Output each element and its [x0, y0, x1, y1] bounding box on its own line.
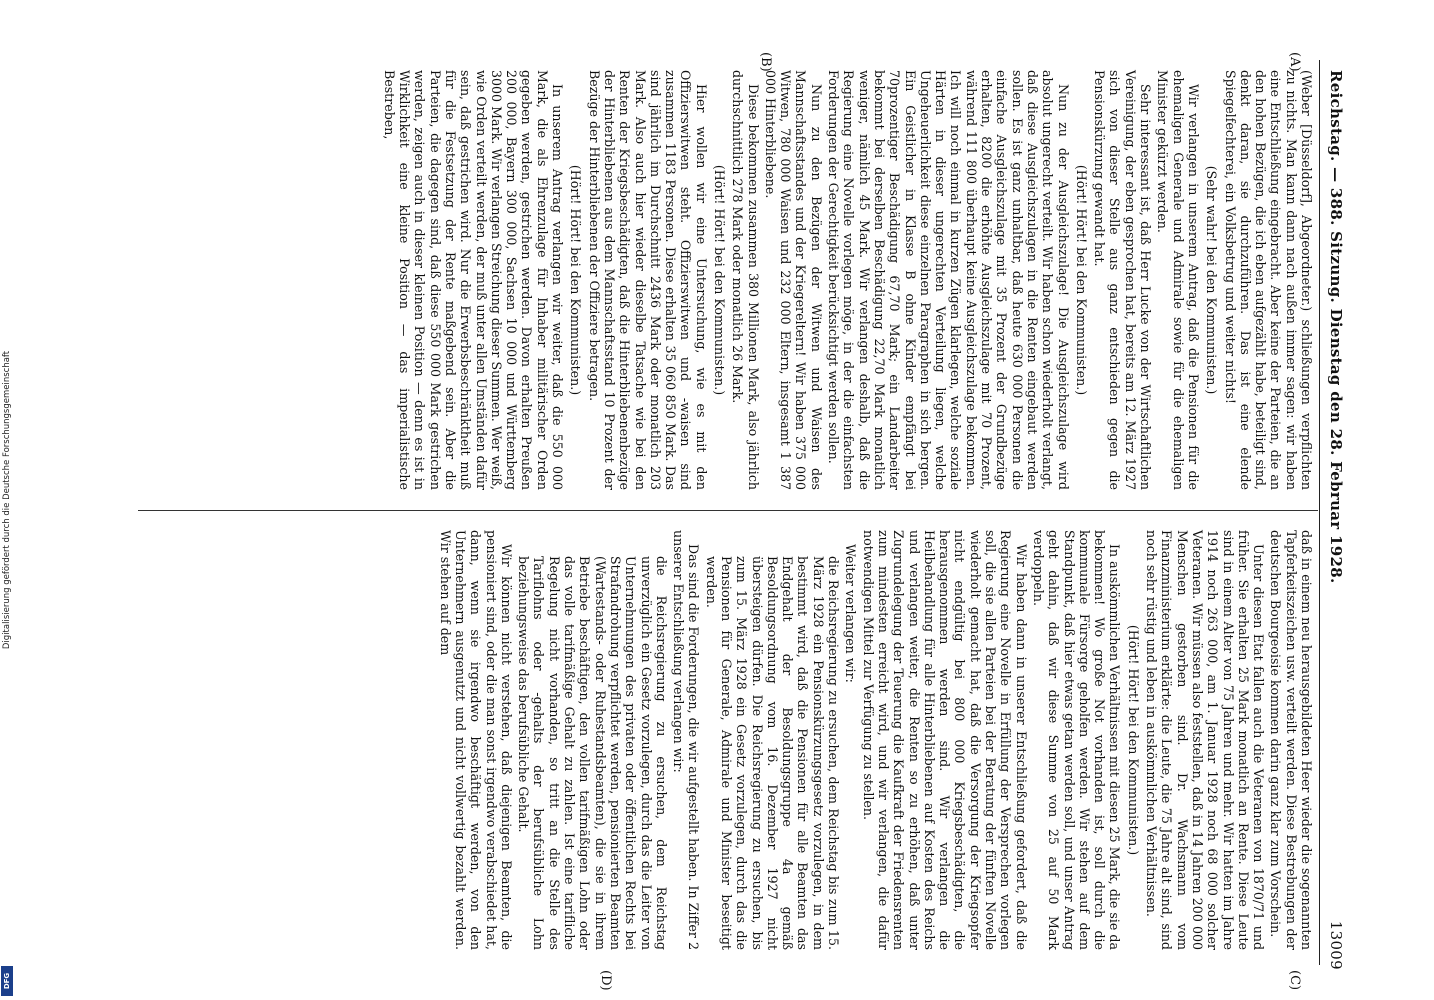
paragraph: daß in einem neu herausgebildeten Heer wieder die sogenannten Tapferkeitszeichen usw. verteilt werden. Diese Bestrebungen der deutschen Bourgeoisie kommen darin ganz klar zum Vorschein.	[1268, 530, 1314, 950]
rotated-page	[128, 0, 1358, 1000]
margin-marker-d: (D)	[598, 970, 613, 991]
demand-item: die Reichsregierung zu ersuchen, dem Reichstag bis zum 15. März 1928 ein Pensionskürzungsgesetz vorzulegen, in dem bestimmt wird, daß die Pensionen für alle Beamten das Endgehalt der Besoldungsgruppe 4a gemäß Besoldungsordnung vom 16. Dezember 1927 nicht übersteigen dürfen. Die Reichsregierung zu ersuchen, bis zum 15. März 1928 ein Gesetz vorzulegen, durch das die Pensionen für Generale, Admirale und Minister beseitigt werden.	[703, 556, 842, 950]
interjection: (Hört! Hört! bei den Kommunisten.)	[568, 164, 584, 396]
paragraph: Das sind die Forderungen, die wir aufgestellt haben. In Ziffer 2 unserer Entschließung verlangen wir:	[671, 530, 702, 950]
page-number: 13009	[1327, 920, 1345, 970]
paragraph: Wir können nicht verstehen, daß diejenigen Beamten, die pensioniert sind, oder die man sonst irgendwo verabschiedet hat, dann, wenn sie irgendwo beschäftigt werden, von den Unternehmern ausgenutzt und nicht vollwertig bezahlt werden. Wir stehen auf dem	[437, 530, 514, 950]
interjection: (Hört! Hört! bei den Kommunisten.)	[712, 164, 728, 396]
paragraph: In auskömmlichen Verhältnissen mit diesen 25 Mark, die sie da bekommen! Wo große Not vorhanden ist, soll durch die kommunale Fürsorge geholfen werden. Wir stehen auf dem Standpunkt, daß hier etwas getan werden soll, und unser Antrag geht dahin, daß wir diese Summe von 25 auf 50 Mark verdoppeln.	[1030, 530, 1123, 950]
header-title: Reichstag. — 388. Sitzung. Dienstag den 28. Februar 1928.	[1327, 70, 1345, 584]
dfg-logo-text: DFG	[3, 972, 11, 990]
paragraph: Wir haben dann in unserer Entschließung gefordert, daß die Regierung eine Novelle in Erfüllung der Versprechen vorlegen soll, die sie allen Parteien bei der Beratung der fünften Novelle wiederholt gemacht hat, daß die Versorgung der Kriegsopfer nicht endgültig bei 800 000 Kriegsbeschädigten, die herausgenommen werden sind. Wir verlangen die Heilbehandlung für alle Hinterbliebenen auf Kosten des Reichs und verlangen weiter, die Renten so zu erhöhen, daß unter Zugrundelegung der Teuerung die Kaufkraft der Friedensrenten zum mindesten erreicht wird, und wir verlangen, die dafür notwendigen Mittel zur Verfügung zu stellen.	[860, 530, 1029, 950]
margin-marker-b: (B)	[758, 52, 773, 72]
paragraph: Nun zu der Ausgleichszulage! Die Ausgleichszulage wird absolut ungerecht verteilt. Wir haben schon wiederholt verlangt, daß diese Ausgleichszulagen in die Renten eingebaut werden sollen. Es ist ganz unhaltbar, daß heute 630 000 Personen die einfache Ausgleichszulage mit 35 Prozent der Grundbezüge erhalten, 8200 die erhöhte Ausgleichszulage mit 70 Prozent, während 111 800 überhaupt keine Ausgleichszulage bekommen. Ich will noch einmal in kurzen Zügen klarlegen, welche soziale Härten in dieser ungerechten Verteilung liegen, welche Ungeheuerlichkeit diese einzelnen Paragraphen in sich bergen. Ein Geistlicher in Klasse B ohne Kinder empfängt bei 70prozentiger Beschädigung 67,70 Mark; ein Landarbeiter bekommt bei derselben Beschädigung 22,70 Mark monatlich weniger, nämlich 45 Mark. Wir verlangen deshalb, daß die Regierung eine Novelle vorlegen möge, in der die einfachsten Forderungen der Gerechtigkeit berücksichtigt werden sollen.	[826, 70, 1071, 490]
column-divider	[138, 510, 1318, 511]
paragraph: Diese bekommen zusammen 380 Millionen Mark, also jährlich durchschnittlich 278 Mark oder monatlich 26 Mark.	[730, 70, 761, 490]
paragraph: (Weber [Düsseldorf], Abgeordneter.) schließungen verpflichten zu nichts. Man kann dann nach außen immer sagen: wir haben eine Entschließung eingebracht. Aber keine der Parteien, die an den hohen Bezügen, die ich eben aufgezählt habe, beteiligt sind, denkt daran, sie durchzuführen. Das ist eine elende Spiegelfechterei, ein Volksbetrug und weiter nichts!	[1222, 70, 1314, 490]
dfg-logo	[1, 966, 13, 996]
interjection: (Hört! Hört! bei den Kommunisten.)	[1125, 624, 1141, 856]
funding-note	[0, 0, 14, 1000]
page-header	[1324, 70, 1348, 970]
margin-marker-c: (C)	[1287, 970, 1302, 991]
paragraph: Hier wollen wir eine Untersuchung, wie es mit den Offizierswitwen steht. Offizierswitwen und -waisen sind zusammen 1183 Personen. Diese erhalten 35 060 850 Mark. Das sind jährlich im Durchschnitt 2436 Mark oder monatlich 203 Mark. Also auch hier wieder dieselbe Tatsache wie bei den Renten der Kriegsbeschädigten, daß die Hinterbliebenenbezüge der Hinterbliebenen aus dem Mannschaftsstand 10 Prozent der Bezüge der Hinterbliebenen der Offiziere betragen.	[586, 70, 709, 490]
left-column	[379, 70, 1314, 490]
right-column	[435, 530, 1314, 950]
interjection: (Sehr wahr! bei den Kommunisten.)	[1204, 165, 1220, 395]
margin-marker-a: (A)	[1287, 52, 1302, 72]
funding-note-text: Digitalisierung gefördert durch die Deutsche Forschungsgemeinschaft	[2, 350, 12, 650]
paragraph: Wir verlangen in unserem Antrag, daß die Pensionen für die ehemaligen Generale und Admirale sowie für die ehemaligen Minister gekürzt werden.	[1155, 70, 1201, 490]
paragraph: Weiter verlangen wir:	[843, 544, 859, 683]
paragraph: In unserem Antrag verlangen wir weiter, daß die 550 000 Mark, die als Ehrenzulage für Inhaber militärischer Orden gegeben werden, gestrichen werden. Davon erhalten Preußen 200 000, Bayern 300 000, Sachsen 10 000 und Württemberg 3000 Mark. Wir verlangen Streichung dieser Summen. Wer weiß, wie Orden verteilt werden, der muß unter allen Umständen dafür sein, daß gestrichen wird. Nur die Erwerbsbeschränktheit muß für die Festsetzung der Rente maßgebend sein. Aber die Parteien, die dagegen sind, daß diese 550 000 Mark gestrichen werden, zeigen auch in dieser kleinen Position — denn es ist in Wirklichkeit eine kleine Position — das imperialistische Bestreben,	[381, 70, 566, 490]
interjection: (Hört! Hört! bei den Kommunisten.)	[1073, 164, 1089, 396]
paragraph: Nun zu den Bezügen der Witwen und Waisen des Mannschaftsstandes und der Kriegereltern! Wir haben 375 000 Witwen, 780 000 Waisen und 232 000 Eltern, insgesamt 1 387 000 Hinterbliebene.	[762, 70, 824, 490]
paragraph: Sehr interessant ist, daß Herr Lucke von der Wirtschaftlichen Vereinigung, der eben gesprochen hat, bereits am 12. März 1927 sich von dieser Stelle aus ganz entschieden gegen die Pensionskürzung gewandt hat.	[1092, 70, 1154, 490]
paragraph: Unter diesen Etat fallen auch die Veteranen von 1870/71 und früher. Sie erhalten 25 Mark monatlich an Rente. Diese Leute sind in einem Alter von 75 Jahren und mehr. Wir hatten im Jahre 1914 noch 263 000, am 1. Januar 1928 noch 68 000 solcher Veteranen. Wir müssen also feststellen, daß in 14 Jahren 200 000 Menschen gestorben sind. Dr. Wachsmann vom Finanzministerium erklärte: die Leute, die 75 Jahre alt sind, sind noch sehr rüstig und leben in auskömmlichen Verhältnissen.	[1144, 530, 1267, 950]
demand-item: die Reichsregierung zu ersuchen, dem Reichstag unverzüglich ein Gesetz vorzulegen, durch das die Leiter von Unternehmungen des privaten oder öffentlichen Rechts bei Strafandrohung verpflichtet werden, pensionierten Beamten (Wartestands- oder Ruhestandsbeamten), die sie in ihrem Betriebe beschäftigen, den vollen tarifmäßigen Lohn oder das volle tarifmäßige Gehalt zu zahlen. Ist eine tarifliche Regelung nicht vorhanden, so tritt an die Stelle des Tariflohns oder -gehalts der berufsübliche Lohn beziehungsweise das berufsübliche Gehalt.	[516, 556, 669, 950]
header-rule	[1319, 60, 1320, 965]
